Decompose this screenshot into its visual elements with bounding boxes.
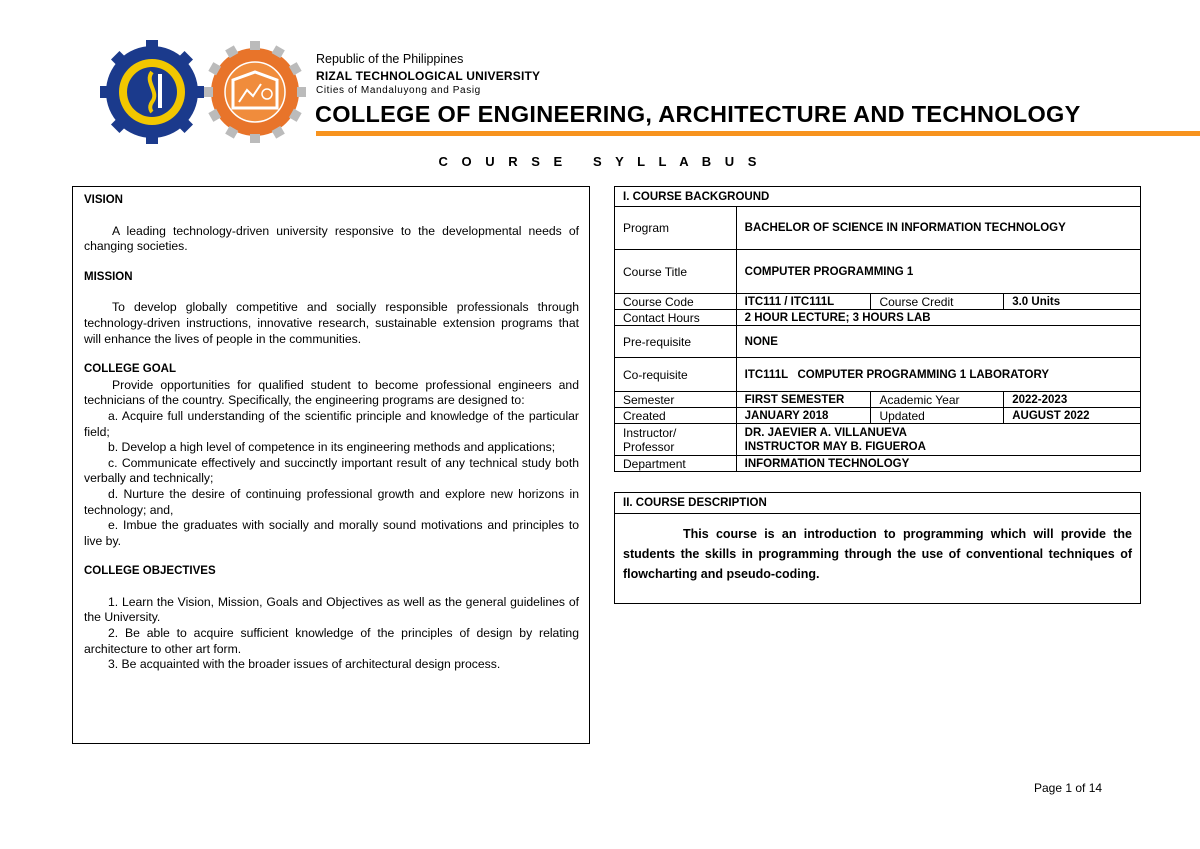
page-number: Page 1 of 14: [1034, 781, 1103, 795]
created-label: Created: [615, 408, 737, 424]
prerequisite-value: NONE: [736, 326, 1140, 358]
updated-label: Updated: [871, 408, 1004, 424]
created-value: JANUARY 2018: [736, 408, 871, 424]
corequisite-value: ITC111L COMPUTER PROGRAMMING 1 LABORATORY: [736, 358, 1140, 392]
instructor-1: DR. JAEVIER A. VILLANUEVA: [744, 426, 907, 439]
department-value: INFORMATION TECHNOLOGY: [736, 456, 1140, 472]
mission-heading: MISSION: [84, 270, 133, 283]
course-description-box: [614, 492, 1141, 604]
course-code-value: ITC111 / ITC111L: [736, 294, 871, 310]
instructor-2: INSTRUCTOR MAY B. FIGUEROA: [744, 440, 926, 453]
vision-heading: VISION: [84, 194, 123, 206]
university-name: RIZAL TECHNOLOGICAL UNIVERSITY: [316, 69, 541, 83]
objective-item: 1. Learn the Vision, Mission, Goals and Objectives as well as the general guidelines of the University.: [84, 594, 579, 625]
course-title-label: Course Title: [615, 250, 737, 294]
goal-item: a. Acquire full understanding of the scientific principle and knowledge of the particular field;: [84, 408, 579, 439]
semester-value: FIRST SEMESTER: [736, 392, 871, 408]
goal-item: e. Imbue the graduates with socially and morally sound motivations and principles to live by.: [84, 518, 579, 548]
program-value: BACHELOR OF SCIENCE IN INFORMATION TECHNOLOGY: [736, 207, 1140, 250]
goal-item: d. Nurture the desire of continuing professional growth and explore new horizons in technology; and,: [84, 486, 579, 517]
course-background-table: [614, 186, 1141, 472]
updated-value: AUGUST 2022: [1004, 408, 1141, 424]
instructor-value: [736, 424, 1140, 456]
instructor-label: Instructor/ Professor: [615, 424, 737, 456]
program-label: Program: [615, 207, 737, 250]
college-name: COLLEGE OF ENGINEERING, ARCHITECTURE AND TECHNOLOGY: [315, 101, 1081, 127]
document-title: C O U R S E S Y L L A B U S: [438, 154, 762, 169]
semester-label: Semester: [615, 392, 737, 408]
objective-item: 2. Be able to acquire sufficient knowledge of the principles of design by relating architecture to other art form.: [84, 626, 579, 656]
course-credit-label: Course Credit: [871, 294, 1004, 310]
course-title-value: COMPUTER PROGRAMMING 1: [736, 250, 1140, 294]
goal-item: c. Communicate effectively and succinctly important result of any technical study both verbally and technically;: [84, 455, 579, 486]
course-credit-value: 3.0 Units: [1004, 294, 1141, 310]
department-label: Department: [615, 456, 737, 472]
goal-heading: COLLEGE GOAL: [84, 363, 176, 376]
republic-line: Republic of the Philippines: [316, 52, 464, 66]
goal-item: b. Develop a high level of competence in its engineering methods and applications;: [108, 440, 556, 455]
vision-mission-box: [72, 186, 590, 744]
cities-line: Cities of Mandaluyong and Pasig: [316, 85, 481, 96]
mission-text: To develop globally competitive and socially responsible professionals through technology-driven instructions, innovative research, sustainable extension programs that will enhance the lives of people in the communities.: [84, 300, 579, 346]
prerequisite-label: Pre-requisite: [615, 326, 737, 358]
objectives-heading: COLLEGE OBJECTIVES: [84, 565, 216, 578]
course-background-heading: I. COURSE BACKGROUND: [615, 187, 1141, 207]
cea-seal-logo: [203, 40, 307, 144]
rtu-seal-logo: [100, 40, 204, 144]
course-description-heading: II. COURSE DESCRIPTION: [615, 493, 1140, 514]
vision-text: A leading technology-driven university responsive to the developmental needs of changing societies.: [84, 223, 579, 254]
course-description-text: This course is an introduction to programming which will provide the students the skills in programming through the use of conventional techniques of flowcharting and pseudo-coding.: [623, 527, 1132, 581]
corequisite-label: Co-requisite: [615, 358, 737, 392]
goal-intro: Provide opportunities for qualified student to become professional engineers and technicians of the country. Specifically, the engineering programs are designed to:: [84, 377, 579, 408]
contact-hours-label: Contact Hours: [615, 310, 737, 326]
objective-item: 3. Be acquainted with the broader issues of architectural design process.: [108, 657, 501, 672]
academic-year-value: 2022-2023: [1004, 392, 1141, 408]
contact-hours-value: 2 HOUR LECTURE; 3 HOURS LAB: [736, 310, 1140, 326]
header-rule: [316, 131, 1200, 136]
course-code-label: Course Code: [615, 294, 737, 310]
academic-year-label: Academic Year: [871, 392, 1004, 408]
